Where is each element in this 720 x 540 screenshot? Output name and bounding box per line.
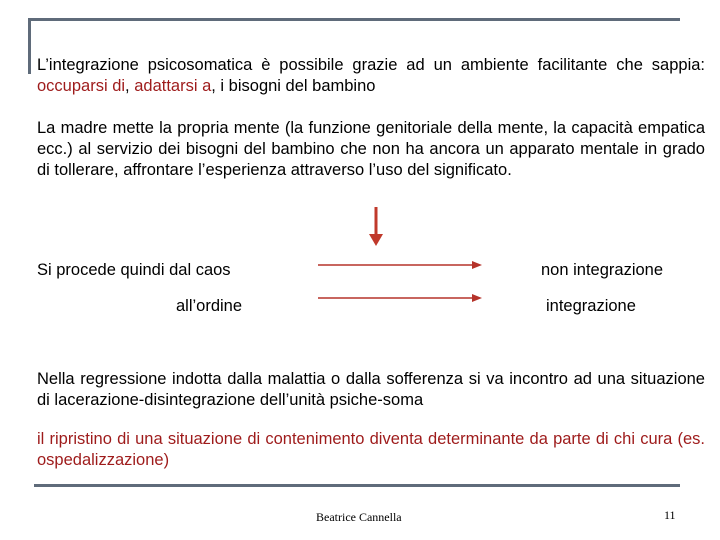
intro-highlight-occuparsi: occuparsi di	[37, 77, 126, 95]
frame-bottom-border	[34, 484, 680, 487]
intro-comma: ,	[125, 77, 135, 95]
right-arrow-icon-2	[318, 294, 482, 302]
down-arrow-icon	[369, 207, 383, 246]
mother-paragraph: La madre mette la propria mente (la funzione genitoriale della mente, la capacità empatica ecc.) al servizio dei bisogni del bambino che non ha ancora un apparato mentale in grado di tollerare, affrontare l’esperienza attraverso l’uso del significato.	[37, 119, 705, 179]
process-to-integration: integrazione	[546, 297, 636, 315]
regression-paragraph: Nella regressione indotta dalla malattia o dalla sofferenza si va incontro ad una situazione di lacerazione-disintegrazione dell’unità psiche-soma	[37, 370, 705, 409]
right-arrow-icon-1	[318, 261, 482, 269]
process-from-order: all’ordine	[176, 297, 243, 315]
process-from-chaos: Si procede quindi dal caos	[37, 261, 231, 279]
process-to-non-integration: non integrazione	[541, 261, 664, 279]
footer-author: Beatrice Cannella	[316, 510, 402, 524]
footer-page-number: 11	[664, 508, 676, 522]
intro-text-after: , i bisogni del bambino	[211, 77, 376, 95]
intro-highlight-adattarsi: adattarsi a	[134, 77, 212, 95]
restoration-paragraph: il ripristino di una situazione di contenimento diventa determinante da parte di chi cura (es. ospedalizzazione)	[37, 430, 705, 469]
intro-text-before: L’integrazione psicosomatica è possibile grazie ad un ambiente facilitante che sappia:	[37, 56, 705, 74]
